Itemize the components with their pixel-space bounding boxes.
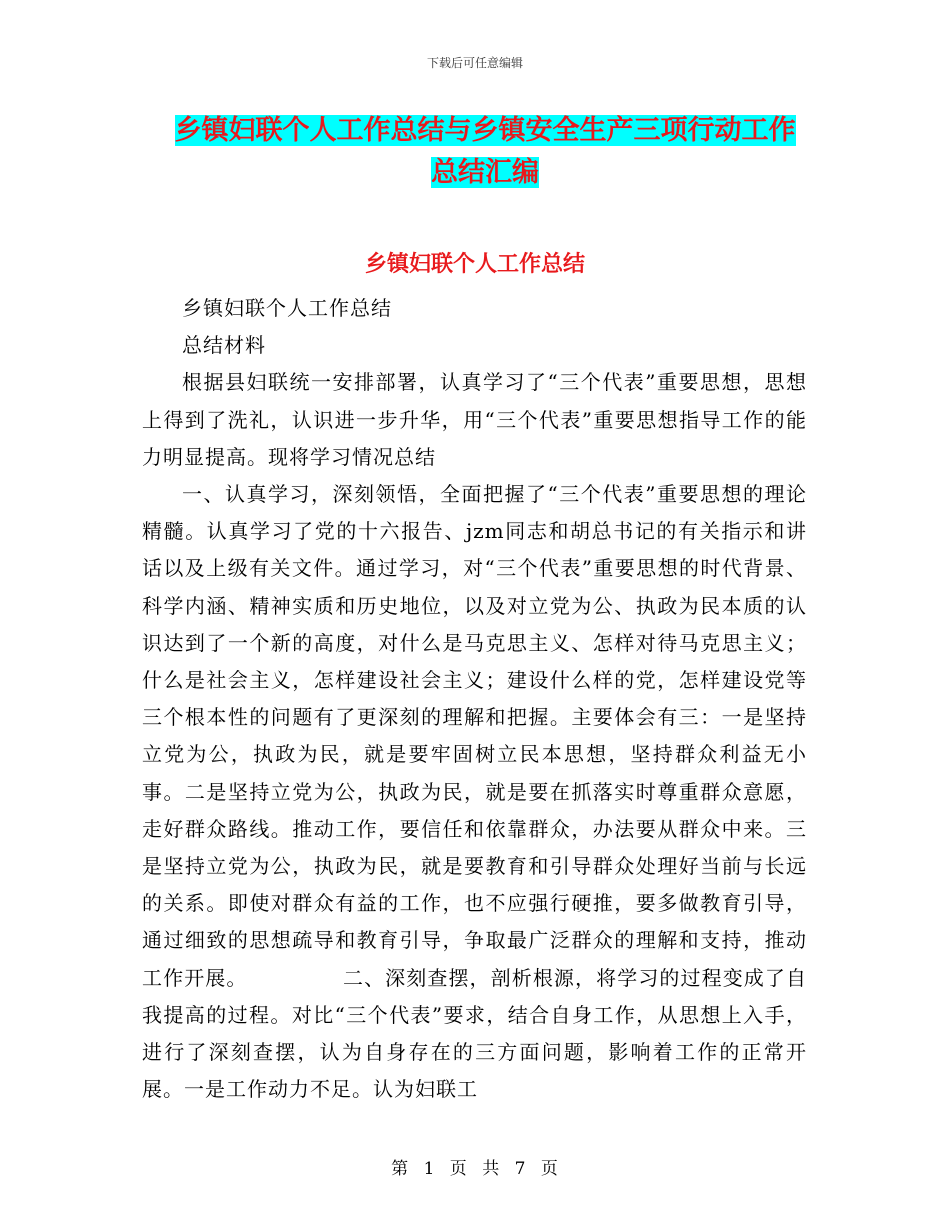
page-footer bbox=[0, 1154, 950, 1179]
paragraph: 乡镇妇联个人工作总结 bbox=[182, 296, 392, 320]
footer-label-page: 第 bbox=[391, 1159, 410, 1179]
document-title-line-1: 乡镇妇联个人工作总结与乡镇安全生产三项行动工作 bbox=[174, 115, 796, 146]
total-pages-number: 7 bbox=[514, 1159, 527, 1179]
current-page-number: 1 bbox=[423, 1159, 436, 1179]
document-title bbox=[140, 110, 830, 194]
document-title-line-2: 总结汇编 bbox=[431, 157, 539, 188]
paragraph: 总结材料 bbox=[182, 333, 266, 358]
footer-label-total: 共 bbox=[482, 1159, 501, 1179]
footer-label-unit: 页 bbox=[449, 1159, 468, 1179]
paragraph: 根据县妇联统一安排部署，认真学习了“三个代表”重要思想，思想上得到了洗礼，认识进一步升华，用“三个代表”重要思想指导工作的能力明显提高。现将学习情况总结 bbox=[142, 370, 807, 469]
paragraph: 一、认真学习，深刻领悟，全面把握了“三个代表”重要思想的理论精髓。认真学习了党的十六报告、jzm同志和胡总书记的有关指示和讲话以及上级有关文件。通过学习，对“三个代表”重要思想的时代背景、科学内涵、精神实质和历史地位，以及对立党为公、执政为民本质的认识达到了一个新的高度，对什么是马克思主义、怎样对待马克思主义；什么是社会主义，怎样建设社会主义；建设什么样的党，怎样建设党等三个根本性的问题有了更深刻的理解和把握。主要体会有三：一是坚持立党为公，执政为民，就是要牢固树立民本思想，坚持群众利益无小事。二是坚持立党为公，执政为民，就是要在抓落实时尊重群众意愿，走好群众路线。推动工作，要信任和依靠群众，办法要从群众中来。三是坚持立党为公，执政为民，就是要教育和引导群众处理好当前与长远的关系。即使对群众有益的工作，也不应强行硬推，要多做教育引导，通过细致的思想疏导和教育引导，争取最广泛群众的理解和支持，推动工作开展。 二、深刻查摆，剖析根源，将学习的过程变成了自我提高的过程。对比“三个代表”要求，结合自身工作，从思想上入手，进行了深刻查摆，认为自身存在的三方面问题，影响着工作的正常开展。一是工作动力不足。认为妇联工 bbox=[142, 482, 807, 1102]
body-text bbox=[142, 290, 807, 1108]
section-title: 乡镇妇联个人工作总结 bbox=[364, 252, 585, 277]
footer-label-unit-2: 页 bbox=[540, 1159, 559, 1179]
header-note: 下载后可任意编辑 bbox=[426, 56, 523, 70]
